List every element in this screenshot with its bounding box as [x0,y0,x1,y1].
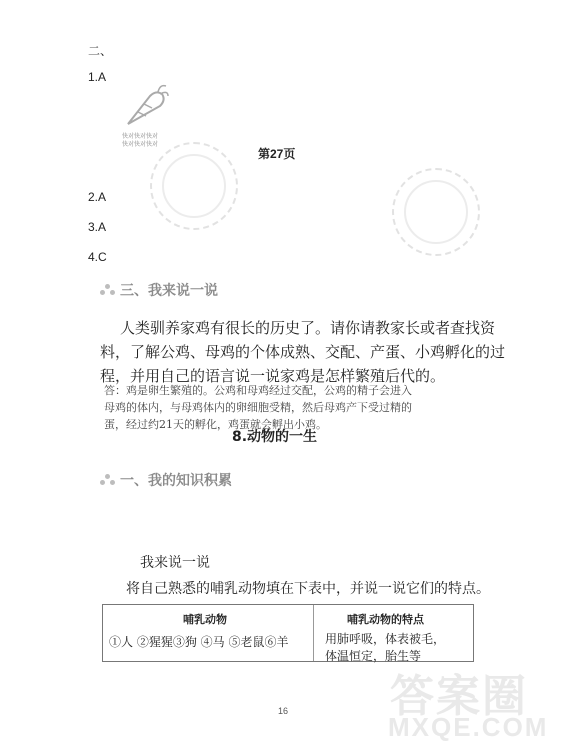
table-divider [313,605,314,661]
carrot-logo [120,82,170,134]
dots-icon [100,474,116,486]
page-number: 16 [278,706,289,716]
logo-caption-line2: 快对快对快对 [122,141,159,148]
answer-line3: 蛋，经过约21天的孵化，鸡蛋就会孵出小鸡。 [104,418,327,431]
banner-three-text: 三、我来说一说 [120,283,218,299]
table-features-line1: 用肺呼吸，体表被毛， [325,632,446,646]
logo-caption [122,133,158,149]
question-line2: 料，了解公鸡、母鸡的个体成熟、交配、产蛋、小鸡孵化的过 [100,343,506,361]
answer-line1: 答：鸡是卵生繁殖的。公鸡和母鸡经过交配，公鸡的精子会进入 [104,384,412,397]
dots-icon [100,284,116,296]
section-banner-three [100,280,218,300]
table-cell-mammals: ①人 ②猩猩③狗 ④马 ⑤老鼠⑥羊 [109,635,289,649]
mammal-table [102,604,474,662]
stamp-watermark-left [150,142,238,230]
watermark-logo-text: 答案圈 [390,671,528,722]
instruction: 将自己熟悉的哺乳动物填在下表中，并说一说它们的特点。 [126,581,490,597]
table-header-features: 哺乳动物的特点 [347,613,424,626]
answer-q4: 4.C [88,250,107,264]
answer-q2: 2.A [88,190,107,204]
question-line3: 程，并用自己的语言说一说家鸡是怎样繁殖后代的。 [100,367,446,385]
speak-title: 我来说一说 [140,555,210,571]
carrot-icon [120,82,170,130]
banner-one-text: 一、我的知识积累 [120,473,232,489]
answer-q1: 1.A [88,70,107,84]
stamp-watermark-right [392,168,480,256]
lesson-title: 8.动物的一生 [232,429,318,445]
question-line1: 人类驯养家鸡有很长的历史了。请你请教家长或者查找资 [120,319,496,337]
answer-q3: 3.A [88,220,107,234]
logo-caption-line1: 快对快对快对 [122,133,159,140]
section-two-label: 二、 [88,44,113,58]
answer-line2: 母鸡的体内，与母鸡体内的卵细胞受精，然后母鸡产下受过精的 [104,401,412,414]
page-label: 第27页 [258,147,296,161]
watermark-domain: MXQE.COM [388,712,549,742]
table-features-line2: 体温恒定，胎生等 [325,649,422,663]
section-banner-one [100,470,232,490]
table-header-mammals: 哺乳动物 [183,613,227,626]
